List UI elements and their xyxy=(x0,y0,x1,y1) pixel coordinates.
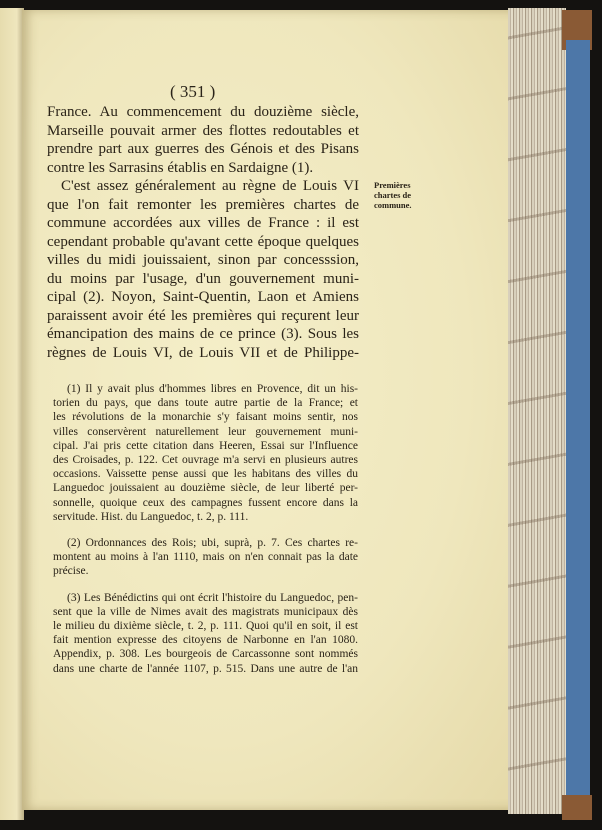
text-line: paraissent avoir été les premières qui reçurent leur xyxy=(47,307,359,324)
text-line: commune accordées aux villes de France : il est xyxy=(47,215,359,231)
footnote-line: précise. xyxy=(53,565,89,578)
text-line: Marseille pouvait armer des flottes redoutables et xyxy=(47,122,359,139)
footnote-2 xyxy=(53,536,358,579)
footnote-line: villes conservèrent naturellement leur gouvernement muni- xyxy=(53,425,358,438)
book-cover-blue xyxy=(566,40,590,800)
text-line: du moins par l'usage, d'un gouvernement muni- xyxy=(47,270,359,287)
text-line: cipal (2). Noyon, Saint-Quentin, Laon et Amiens xyxy=(47,289,359,305)
text-line: contre les Sarrasins établis en Sardaigne (1). xyxy=(47,159,314,176)
footnote-line: sent que la ville de Nimes avait des magistrats municipaux dès xyxy=(53,605,358,618)
footnote-line: (3) Les Bénédictins qui ont écrit l'histoire du Languedoc, pen- xyxy=(67,591,358,604)
footnote-line: Appendix, p. 308. Les bourgeois de Carcassonne sont nommés xyxy=(53,648,358,661)
footnote-line: les révolutions de la monarchie s'y faisant moins sentir, nos xyxy=(53,411,358,424)
footnote-3 xyxy=(53,591,358,676)
footnote-line: Languedoc jouissaient au douzième siècle, de leur liberté per- xyxy=(53,482,358,495)
page-number: ( 351 ) xyxy=(170,82,216,101)
text-line: villes du midi jouissaient, sinon par concesssion, xyxy=(47,252,359,268)
text-line: règnes de Louis VI, de Louis VII et de Philippe- xyxy=(47,344,359,361)
cover-corner-bottom xyxy=(562,795,592,820)
footnote-line: dans une charte de l'année 1107, p. 515. Dans une autre de l'an xyxy=(53,662,358,675)
footnote-line: (2) Ordonnances des Rois; ubi, suprà, p. 7. Ces chartes re- xyxy=(67,537,358,550)
page-edges-marbled xyxy=(508,8,566,814)
margin-note-line: Premières xyxy=(374,180,411,190)
text-line: émancipation des mains de ce prince (3). Sous les xyxy=(47,326,359,342)
footnote-line: torien du pays, que dans toute autre partie de la France; et xyxy=(53,397,358,410)
text-line: que l'on fait remonter les premières chartes de xyxy=(47,196,359,213)
footnote-line: le milieu du dixième siècle, t. 2, p. 111. Quoi qu'il en soit, il est xyxy=(53,620,358,633)
margin-note xyxy=(374,180,426,210)
text-line: prendre part aux guerres des Génois et des Pisans xyxy=(47,141,359,157)
footnote-line: des Croisades, p. 122. Cet ouvrage m'a servi en plusieurs autres xyxy=(53,454,358,467)
footnote-line: servitude. Hist. du Languedoc, t. 2, p. 111. xyxy=(53,510,249,523)
footnote-line: sonnelle, quoique ceux des campagnes fussent encore dans la xyxy=(53,496,358,509)
text-line: France. Au commencement du douzième siècle, xyxy=(47,104,359,120)
previous-page-edge xyxy=(0,8,24,820)
text-line: cependant probable qu'avant cette époque quelques xyxy=(47,233,359,250)
footnotes xyxy=(53,382,358,688)
footnote-line: fait mention expresse des citoyens de Narbonne en l'an 1080. xyxy=(53,634,358,647)
footnote-line: occasions. Vaissette pense aussi que les habitans des villes du xyxy=(53,468,358,481)
margin-note-line: chartes de xyxy=(374,190,412,200)
footnote-1 xyxy=(53,382,358,524)
main-text xyxy=(47,103,359,362)
footnote-line: montent au moins à l'an 1110, mais on n'en connait pas la date xyxy=(53,551,358,564)
margin-note-line: commune. xyxy=(374,200,412,210)
footnote-line: cipal. J'ai pris cette citation dans Heeren, Essai sur l'Influence xyxy=(53,439,358,452)
footnote-line: (1) Il y avait plus d'hommes libres en Provence, dit un his- xyxy=(67,383,358,395)
text-line: C'est assez généralement au règne de Louis VI xyxy=(61,178,359,194)
